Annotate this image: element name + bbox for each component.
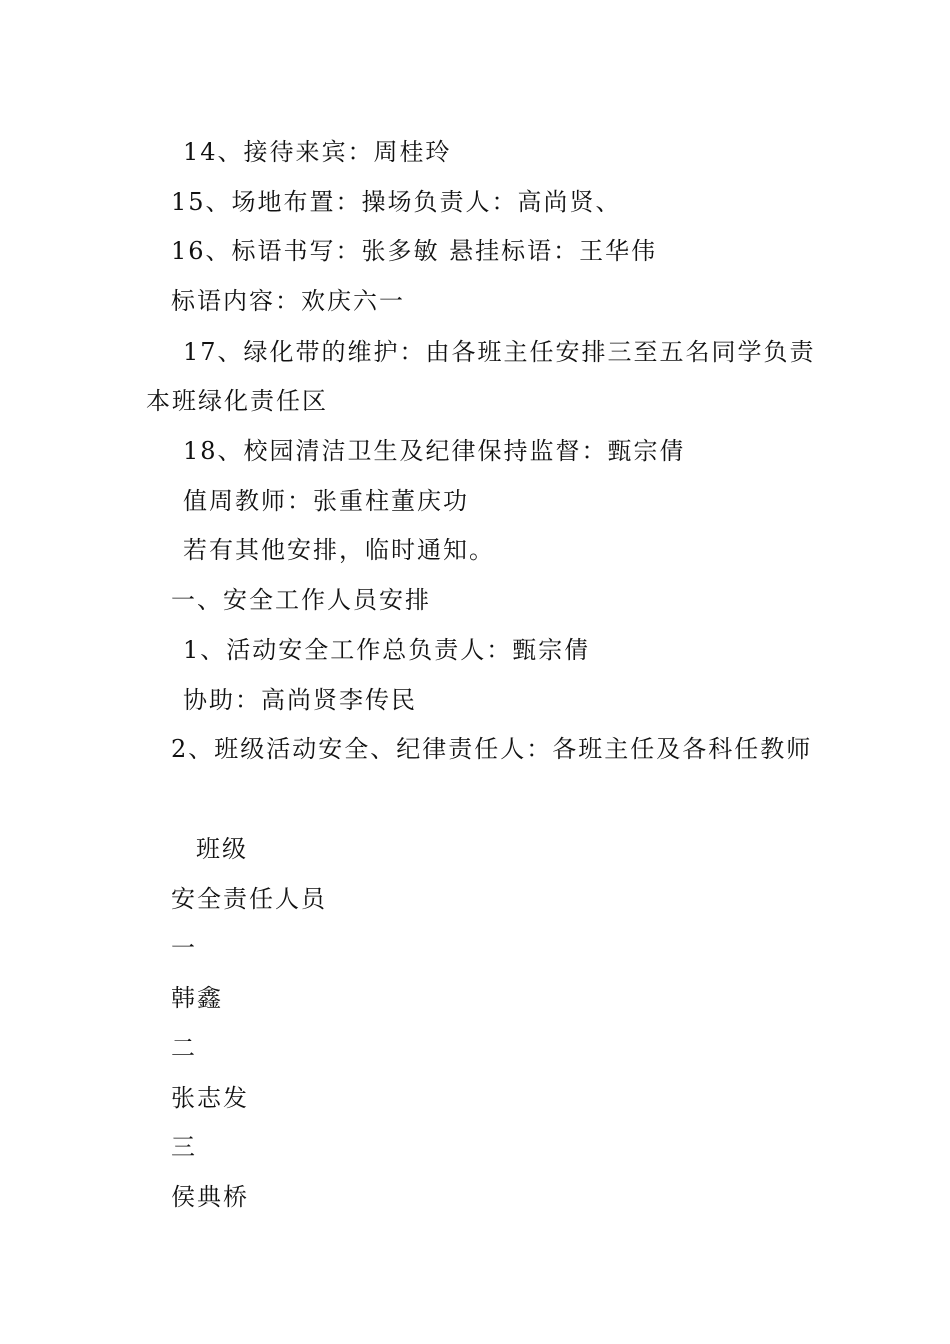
table-cell-class-2: 二: [171, 1034, 197, 1062]
safety-item-2-class-responsibility: 2、班级活动安全、纪律责任人：各班主任及各科任教师: [171, 735, 813, 763]
item-16-slogan-writing: 16、标语书写：张多敏 悬挂标语：王华伟: [171, 237, 658, 265]
table-cell-class-1: 一: [171, 934, 197, 962]
item-17-continuation: 本班绿化责任区: [146, 387, 328, 415]
table-cell-person-3: 侯典桥: [171, 1183, 249, 1211]
item-15-venue-setup: 15、场地布置：操场负责人：高尚贤、: [171, 188, 622, 216]
item-14-reception: 14、接待来宾：周桂玲: [183, 138, 452, 166]
table-header-class: 班级: [196, 835, 248, 863]
item-18-cleaning-supervision: 18、校园清洁卫生及纪律保持监督：甄宗倩: [183, 437, 686, 465]
other-arrangements-note: 若有其他安排，临时通知。: [183, 536, 495, 564]
safety-item-1-lead: 1、活动安全工作总负责人：甄宗倩: [183, 636, 591, 664]
slogan-content: 标语内容：欢庆六一: [171, 287, 405, 315]
duty-teachers: 值周教师：张重柱董庆功: [183, 487, 469, 515]
safety-assistants: 协助：高尚贤李传民: [183, 686, 417, 714]
table-cell-person-2: 张志发: [171, 1084, 249, 1112]
section-heading-safety-staff: 一、安全工作人员安排: [171, 586, 431, 614]
table-header-safety-person: 安全责任人员: [171, 885, 327, 913]
item-17-green-belt: 17、绿化带的维护：由各班主任安排三至五名同学负责: [183, 338, 816, 366]
table-cell-person-1: 韩鑫: [171, 984, 223, 1012]
table-cell-class-3: 三: [171, 1133, 197, 1161]
